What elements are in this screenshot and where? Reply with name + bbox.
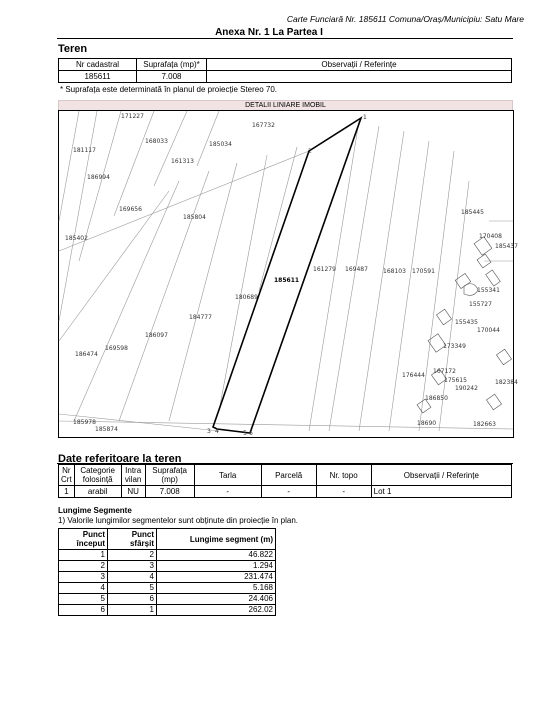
neighbor-label: 186474 xyxy=(75,351,98,358)
neighbor-label: 155727 xyxy=(469,301,492,308)
cell-start: 3 xyxy=(59,572,108,583)
cell-end: 2 xyxy=(108,550,157,561)
cell-end: 5 xyxy=(108,583,157,594)
col-header: Intra vilan xyxy=(121,465,145,486)
col-header: Punct început xyxy=(59,529,108,550)
neighbor-label: 170044 xyxy=(477,327,500,334)
lungime-subtitle: 1) Valorile lungimilor segmentelor sunt obținute din proiecție în plan. xyxy=(58,516,298,525)
neighbor-label: 185402 xyxy=(65,235,88,242)
point-label: 2 xyxy=(308,148,312,155)
point-labels xyxy=(207,114,367,437)
table-header-row xyxy=(59,59,512,71)
neighbor-label: 176444 xyxy=(402,372,425,379)
table-row xyxy=(59,583,276,594)
segment-length-table xyxy=(58,528,276,616)
neighbor-label: 175615 xyxy=(444,377,467,384)
col-header: Observații / Referințe xyxy=(207,59,512,71)
neighbor-label: 167172 xyxy=(433,368,456,375)
col-header: Suprafața (mp)* xyxy=(137,59,207,71)
col-header: Punct sfârșit xyxy=(108,529,157,550)
cell-intravilan: NU xyxy=(121,486,145,498)
date-referitoare-table xyxy=(58,464,512,498)
neighbor-label: 184777 xyxy=(189,314,212,321)
col-header: Nr. topo xyxy=(316,465,371,486)
neighbor-label: 161279 xyxy=(313,266,336,273)
parcel-label: 185611 xyxy=(274,277,300,284)
cell-start: 4 xyxy=(59,583,108,594)
neighbor-label: 168103 xyxy=(383,268,406,275)
cell-nr-cadastral: 185611 xyxy=(59,71,137,83)
table-row xyxy=(59,605,276,616)
cell-start: 6 xyxy=(59,605,108,616)
col-header: Parcelă xyxy=(261,465,316,486)
point-label: 1 xyxy=(363,114,367,121)
cell-length: 5.168 xyxy=(157,583,276,594)
table-row xyxy=(59,550,276,561)
neighbor-label: 182663 xyxy=(473,421,496,428)
neighbor-label: 180689 xyxy=(235,294,258,301)
table-row xyxy=(59,561,276,572)
neighbor-label: 185034 xyxy=(209,141,232,148)
map-drawing xyxy=(59,111,518,437)
neighbor-label: 155435 xyxy=(455,319,478,326)
neighbor-label: 186850 xyxy=(425,395,448,402)
neighbor-label: 18690 xyxy=(417,420,437,427)
cell-suprafata: 7.008 xyxy=(145,486,194,498)
col-header: Nr Crt xyxy=(59,465,75,486)
cell-categorie: arabil xyxy=(74,486,121,498)
neighbor-label: 185437 xyxy=(495,243,518,250)
neighbor-label: 181117 xyxy=(73,147,96,154)
neighbor-label: 190242 xyxy=(455,385,478,392)
neighbor-label: 173349 xyxy=(443,343,466,350)
map-title: DETALII LINIARE IMOBIL xyxy=(58,100,513,111)
neighbor-label: 170591 xyxy=(412,268,435,275)
neighbor-label: 161313 xyxy=(171,158,194,165)
cell-length: 24.406 xyxy=(157,594,276,605)
cell-end: 4 xyxy=(108,572,157,583)
cell-start: 1 xyxy=(59,550,108,561)
neighbor-label: 167732 xyxy=(252,122,275,129)
neighbor-label: 182384 xyxy=(495,379,518,386)
neighbor-labels xyxy=(65,113,518,433)
teren-section-title: Teren xyxy=(58,43,88,55)
cell-end: 1 xyxy=(108,605,157,616)
col-header: Suprafața (mp) xyxy=(145,465,194,486)
teren-table xyxy=(58,58,512,83)
neighbor-label: 169598 xyxy=(105,345,128,352)
table-header-row xyxy=(59,465,512,486)
cell-start: 5 xyxy=(59,594,108,605)
parcel-boundary xyxy=(213,118,361,433)
neighbor-label: 170408 xyxy=(479,233,502,240)
lungime-title: Lungime Segmente xyxy=(58,506,132,515)
header-divider xyxy=(57,38,513,39)
table-row xyxy=(59,572,276,583)
col-header: Nr cadastral xyxy=(59,59,137,71)
cadastral-map xyxy=(58,110,518,438)
cell-observatii xyxy=(207,71,512,83)
neighbor-label: 186097 xyxy=(145,332,168,339)
neighbor-label: 185978 xyxy=(73,419,96,426)
neighbor-label: 171227 xyxy=(121,113,144,120)
point-label: 3 xyxy=(207,428,211,435)
point-label: 6 xyxy=(249,430,253,437)
neighbor-label: 185874 xyxy=(95,426,118,433)
cell-tarla: - xyxy=(194,486,261,498)
document-header-reference: Carte Funciară Nr. 185611 Comuna/Oraș/Municipiu: Satu Mare xyxy=(286,14,524,24)
neighbor-label: 186994 xyxy=(87,174,110,181)
col-header: Lungime segment (m) xyxy=(157,529,276,550)
cell-suprafata: 7.008 xyxy=(137,71,207,83)
col-header: Categorie folosință xyxy=(74,465,121,486)
cell-length: 262.02 xyxy=(157,605,276,616)
neighbor-label: 168033 xyxy=(145,138,168,145)
col-header: Tarla xyxy=(194,465,261,486)
table-row xyxy=(59,486,512,498)
cell-end: 6 xyxy=(108,594,157,605)
cell-start: 2 xyxy=(59,561,108,572)
table-header-row xyxy=(59,529,276,550)
point-label: 4 xyxy=(215,428,219,435)
neighbor-label: 169656 xyxy=(119,206,142,213)
table-row xyxy=(59,594,276,605)
point-label: 5 xyxy=(243,430,247,437)
neighbor-label: 185445 xyxy=(461,209,484,216)
cell-nr-crt: 1 xyxy=(59,486,75,498)
cell-length: 231.474 xyxy=(157,572,276,583)
annex-title: Anexa Nr. 1 La Partea I xyxy=(215,27,323,38)
cell-length: 46.822 xyxy=(157,550,276,561)
neighbor-label: 169487 xyxy=(345,266,368,273)
cell-parcela: - xyxy=(261,486,316,498)
neighbor-label: 155341 xyxy=(477,287,500,294)
col-header: Observații / Referințe xyxy=(371,465,511,486)
surface-note: * Suprafața este determinată în planul de proiecție Stereo 70. xyxy=(60,85,278,94)
cell-length: 1.294 xyxy=(157,561,276,572)
date-referitoare-title: Date referitoare la teren xyxy=(58,453,182,465)
cell-nr-topo: - xyxy=(316,486,371,498)
neighbor-label: 185804 xyxy=(183,214,206,221)
cell-observatii: Lot 1 xyxy=(371,486,511,498)
cell-end: 3 xyxy=(108,561,157,572)
table-row xyxy=(59,71,512,83)
